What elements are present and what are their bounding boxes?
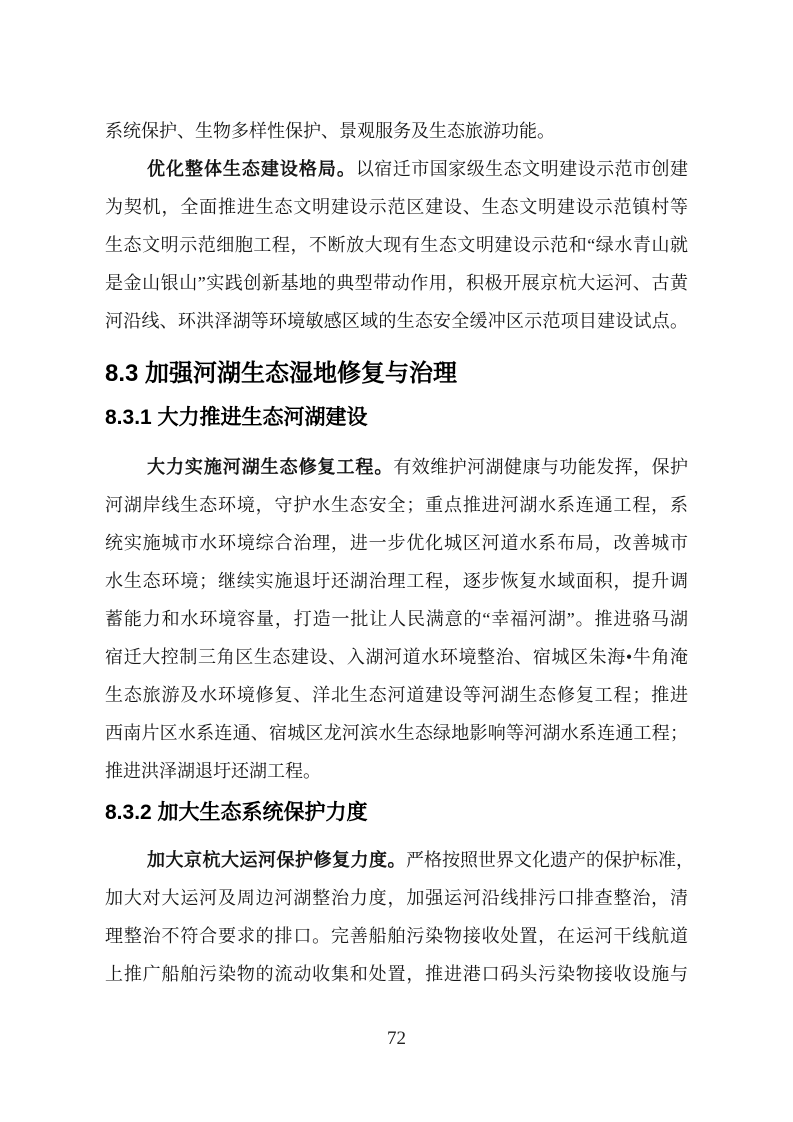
paragraph-carryover	[105, 112, 688, 150]
body-line: 蓄能力和水环境容量，打造一批让人民满意的“幸福河湖”。推进骆马湖	[105, 609, 688, 629]
subsection-heading-8-3-2: 8.3.2 加大生态系统保护力度	[105, 801, 368, 824]
body-line	[105, 150, 688, 188]
body-line: 是金山银山”实践创新基地的典型带动作用，积极开展京杭大运河、古黄	[105, 273, 688, 293]
body-line: 河沿线、环洪泽湖等环境敏感区域的生态安全缓冲区示范项目建设试点。	[105, 311, 688, 331]
body-text: 以宿迁市国家级生态文明建设示范市创建	[355, 159, 689, 179]
body-line: 统实施城市水环境综合治理，进一步优化城区河道水系布局，改善城市	[105, 533, 688, 553]
body-line: 系统保护、生物多样性保护、景观服务及生态旅游功能。	[105, 121, 555, 141]
body-line: 加大对大运河及周边河湖整治力度，加强运河沿线排污口排查整治，清	[105, 888, 688, 908]
section-heading-8-3: 8.3 加强河湖生态湿地修复与治理	[105, 360, 458, 387]
body-line: 河湖岸线生态环境，守护水生态安全；重点推进河湖水系连通工程，系	[105, 495, 688, 515]
paragraph-optimize-layout	[105, 150, 688, 340]
body-line: 西南片区水系连通、宿城区龙河滨水生态绿地影响等河湖水系连通工程；	[105, 723, 688, 743]
body-line: 生态旅游及水环境修复、洋北生态河道建设等河湖生态修复工程；推进	[105, 685, 688, 705]
body-line: 理整治不符合要求的排口。完善船舶污染物接收处置，在运河干线航道	[105, 926, 688, 946]
paragraph-river-lake-restore	[105, 448, 688, 790]
page-number: 72	[387, 1028, 406, 1049]
body-line: 水生态环境；继续实施退圩还湖治理工程，逐步恢复水域面积，提升调	[105, 571, 688, 591]
paragraph-lead-bold: 加大京杭大运河保护修复力度。	[147, 850, 406, 870]
body-text: 严格按照世界文化遗产的保护标准，	[406, 850, 694, 870]
subsection-heading-8-3-1: 8.3.1 大力推进生态河湖建设	[105, 406, 368, 429]
paragraph-grand-canal-protection	[105, 841, 694, 993]
body-text: 有效维护河湖健康与功能发挥，保护	[393, 457, 689, 477]
body-line: 宿迁大控制三角区生态建设、入湖河道水环境整治、宿城区朱海•牛角淹	[105, 647, 688, 667]
paragraph-lead-bold: 优化整体生态建设格局。	[147, 159, 356, 179]
body-line	[105, 841, 694, 879]
body-line: 推进洪泽湖退圩还湖工程。	[105, 761, 321, 781]
body-line: 上推广船舶污染物的流动收集和处置，推进港口码头污染物接收设施与	[105, 964, 688, 984]
body-line: 为契机，全面推进生态文明建设示范区建设、生态文明建设示范镇村等	[105, 197, 688, 217]
body-line: 生态文明示范细胞工程，不断放大现有生态文明建设示范和“绿水青山就	[105, 235, 688, 255]
body-line	[105, 448, 688, 486]
paragraph-lead-bold: 大力实施河湖生态修复工程。	[147, 457, 394, 477]
